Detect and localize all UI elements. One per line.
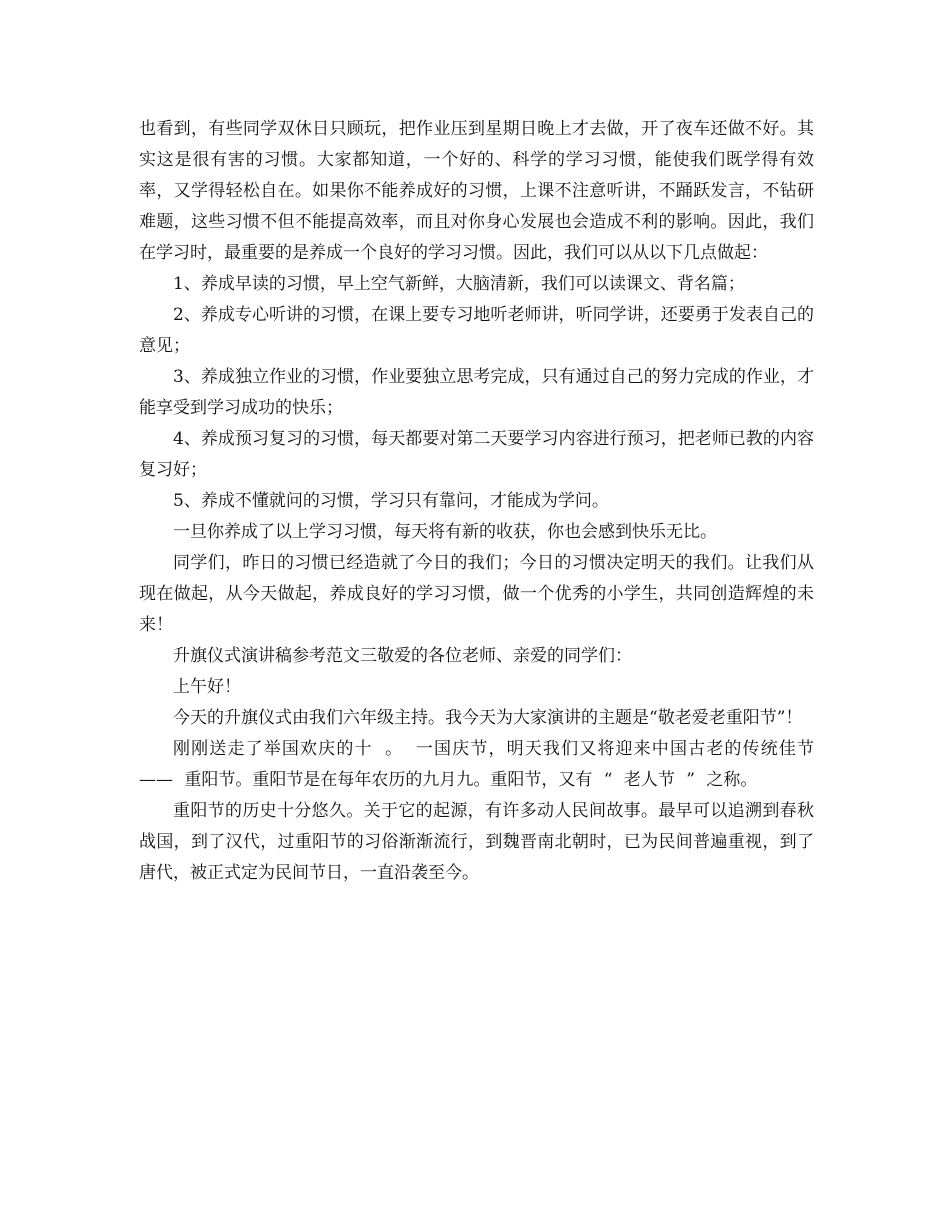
list-item-independent-homework: 3、养成独立作业的习惯，作业要独立思考完成，只有通过自己的努力完成的作业，才能享受到学习成功的快乐； <box>139 367 814 418</box>
paragraph-closing-call: 同学们，昨日的习惯已经造就了今日的我们；今日的习惯决定明天的我们。让我们从现在做起，从今天做起，养成良好的学习习惯，做一个优秀的小学生，共同创造辉煌的未来！ <box>139 553 814 635</box>
paragraph-habits-reward: 一旦你养成了以上学习习惯，每天将有新的收获，你也会感到快乐无比。 <box>173 522 717 542</box>
paragraph-chongyang-intro: 刚刚送走了举国欢庆的十 。 一国庆节，明天我们又将迎来中国古老的传统佳节 —— 重阳节。重阳节是在每年农历的九月九。重阳节，又有 “ 老人节 ” 之称。 <box>139 739 814 790</box>
speech-heading-greeting: 升旗仪式演讲稿参考范文三敬爱的各位老师、亲爱的同学们： <box>173 646 632 666</box>
paragraph-speech-theme: 今天的升旗仪式由我们六年级主持。我今天为大家演讲的主题是“敬老爱老重阳节”！ <box>173 708 803 728</box>
list-item-attentive-listening: 2、养成专心听讲的习惯，在课上要专习地听老师讲，听同学讲，还要勇于发表自己的意见； <box>139 305 814 356</box>
list-item-morning-reading: 1、养成早读的习惯，早上空气新鲜，大脑清新，我们可以读课文、背名篇； <box>173 274 745 294</box>
list-item-preview-review: 4、养成预习复习的习惯，每天都要对第二天要学习内容进行预习，把老师已教的内容复习好； <box>139 429 814 480</box>
paragraph-good-morning: 上午好！ <box>173 677 241 697</box>
paragraph-chongyang-history: 重阳节的历史十分悠久。关于它的起源，有许多动人民间故事。最早可以追溯到春秋战国，到了汉代，过重阳节的习俗渐渐流行，到魏晋南北朝时，已为民间普遍重视，到了唐代，被正式定为民间节日，一直沿袭至今。 <box>139 801 814 883</box>
document-body <box>139 114 814 889</box>
paragraph-study-habits-intro: 也看到，有些同学双休日只顾玩，把作业压到星期日晚上才去做，开了夜车还做不好。其实这是很有害的习惯。大家都知道，一个好的、科学的学习习惯，能使我们既学得有效率，又学得轻松自在。如果你不能养成好的习惯，上课不注意听讲，不踊跃发言，不钻研难题，这些习惯不但不能提高效率，而且对你身心发展也会造成不利的影响。因此，我们在学习时，最重要的是养成一个良好的学习习惯。因此，我们可以从以下几点做起： <box>139 119 814 263</box>
list-item-ask-questions: 5、养成不懂就问的习惯，学习只有靠问，才能成为学问。 <box>173 491 609 511</box>
